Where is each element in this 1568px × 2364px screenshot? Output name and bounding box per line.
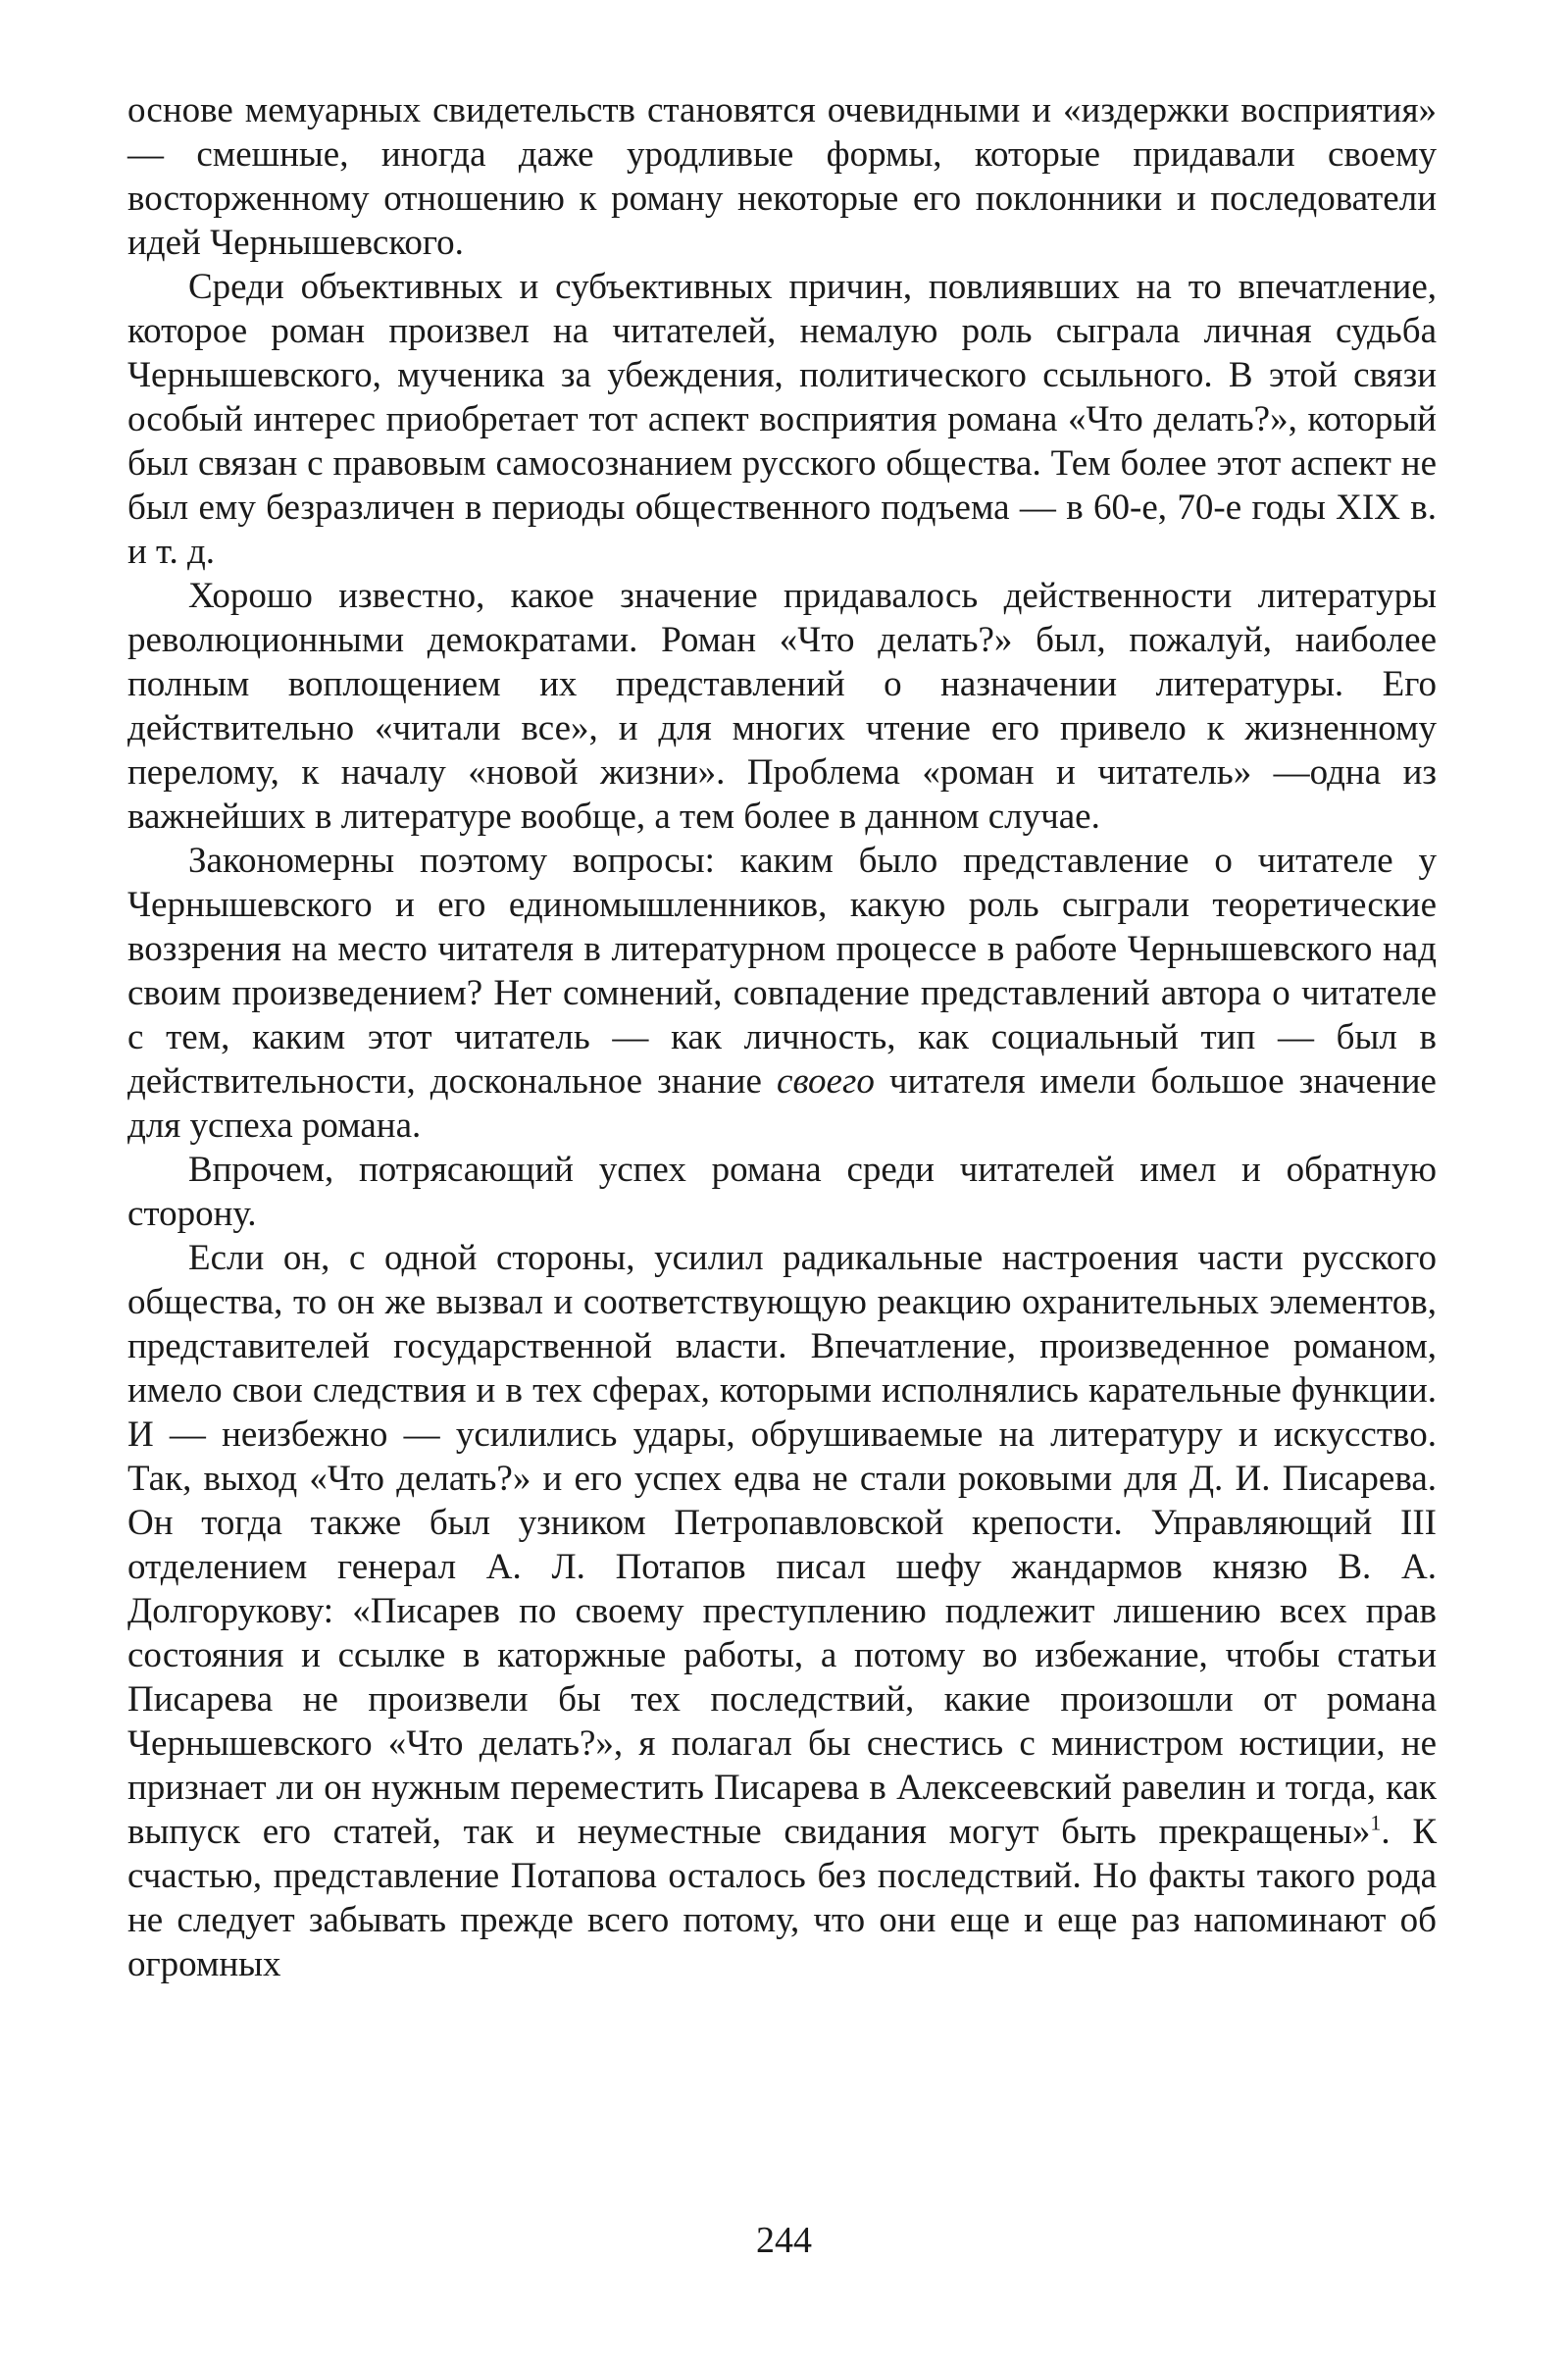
page-number: 244: [756, 2220, 812, 2261]
paragraph-text: Закономерны поэтому вопросы: каким было представление о читателе у Чернышевского и его единомышленников, какую роль сыграли теоретические воззрения на место читателя в литературном процессе в работе Чернышевского над своим произведением? Нет сомнений, совпадение представлений автора о читателе с тем, каким этот читатель — как личность, как социальный тип — был в действительности, доскональное знание: [127, 841, 1437, 1102]
footnote-reference: 1: [1370, 1810, 1382, 1835]
paragraph: [127, 1236, 1437, 1986]
paragraph-text: Впрочем, потрясающий успех романа среди читателей имел и обратную сторону.: [127, 1150, 1437, 1234]
paragraph: [127, 839, 1437, 1148]
paragraph-text: Хорошо известно, какое значение придавалось действенности литературы революционными демократами. Роман «Что делать?» был, пожалуй, наиболее полным воплощением их представлений о назначении литературы. Его действительно «читали все», и для многих чтение его привело к жизненному перелому, к началу «новой жизни». Проблема «роман и читатель» —одна из важнейших в литературе вообще, а тем более в данном случае.: [127, 576, 1437, 837]
paragraph: [127, 88, 1437, 265]
paragraph-text: Если он, с одной стороны, усилил радикальные настроения части русского общества, то он же вызвал и соответствующую реакцию охранительных элементов, представителей государственной власти. Впечатление, произведенное романом, имело свои следствия и в тех сферах, которыми исполнялись карательные функции. И — неизбежно — усилились удары, обрушиваемые на литературу и искусство. Так, выход «Что делать?» и его успех едва не стали роковыми для Д. И. Писарева. Он тогда также был узником Петропавловской крепости. Управляющий III отделением генерал А. Л. Потапов писал шефу жандармов князю В. А. Долгорукову: «Писарев по своему преступлению подлежит лишению всех прав состояния и ссылке в каторжные работы, а потому во избежание, чтобы статьи Писарева не произвели бы тех последствий, какие произошли от романа Чернышевского «Что делать?», я полагал бы снестись с министром юстиции, не признает ли он нужным переместить Писарева в Алексеевский равелин и тогда, как выпуск его статей, так и неуместные свидания могут быть прекращены»: [127, 1238, 1437, 1852]
paragraph: [127, 574, 1437, 839]
page-body-text: [127, 88, 1437, 1986]
paragraph-text: Среди объективных и субъективных причин, повлиявших на то впечатление, которое роман произвел на читателей, немалую роль сыграла личная судьба Чернышевского, мученика за убеждения, политического ссыльного. В этой связи особый интерес приобретает тот аспект восприятия романа «Что делать?», который был связан с правовым самосознанием русского общества. Тем более этот аспект не был ему безразличен в периоды общественного подъема — в 60-е, 70-е годы XIX в. и т. д.: [127, 267, 1437, 572]
paragraph-text: . К счастью, представление Потапова осталось без последствий. Но факты такого рода не следует забывать прежде всего потому, что они еще и еще раз напоминают об огромных: [127, 1812, 1437, 1984]
paragraph: [127, 265, 1437, 574]
paragraph-text: читателя имели большое значение для успеха романа.: [127, 1061, 1437, 1146]
paragraph-text: основе мемуарных свидетельств становятся очевидными и «издержки восприятия» — смешные, иногда даже уродливые формы, которые придавали своему восторженному отношению к роману некоторые его поклонники и последователи идей Чернышевского.: [127, 90, 1437, 263]
paragraph: [127, 1148, 1437, 1236]
book-page: [127, 88, 1437, 2305]
emphasized-text: своего: [777, 1061, 875, 1102]
